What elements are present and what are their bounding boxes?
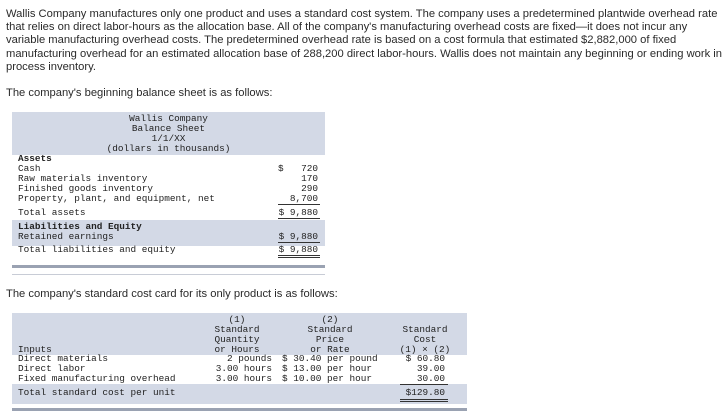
double-rule [278,255,320,256]
asset-value: 8,700 [289,193,318,204]
input-quantity: 2 pounds [226,353,272,364]
col3-header: Standard [402,324,448,335]
double-rule [400,399,448,400]
col2-header: (2) [321,314,339,325]
total-standard-cost-label: Total standard cost per unit [18,387,176,398]
total-assets-value: $ 9,880 [278,207,318,218]
input-label: Direct labor [18,363,86,374]
asset-label: Property, plant, and equipment, net [18,193,215,204]
input-price: $ 30.40 per pound [282,353,378,364]
col2-header: Standard [307,324,353,335]
cost-card-lead: The company's standard cost card for its only product is as follows: [6,288,338,300]
assets-heading: Assets [18,153,52,164]
col3-header: (1) × (2) [399,344,451,355]
input-label: Fixed manufacturing overhead [18,373,176,384]
statement-date: 1/1/XX [151,133,186,144]
input-cost: $ 60.80 [405,353,445,364]
total-assets-label: Total assets [18,207,86,218]
input-quantity: 3.00 hours [215,373,272,384]
input-cost: 30.00 [416,373,445,384]
subtotal-rule [400,384,448,385]
statement-title: Balance Sheet [131,123,206,134]
col3-header: Cost [413,334,437,345]
asset-value: 170 [301,173,318,184]
input-price: $ 13.00 per hour [282,363,373,374]
input-quantity: 3.00 hours [215,363,272,374]
total-liabilities-label: Total liabilities and equity [18,244,176,255]
double-rule [400,401,448,402]
divider [12,274,325,275]
col1-header: Quantity [214,334,260,345]
total-liabilities-value: $ 9,880 [278,244,318,255]
standard-cost-card-table [12,313,467,412]
retained-earnings-label: Retained earnings [18,231,114,242]
col1-header: or Hours [214,344,260,355]
table-bottom-border [12,265,325,268]
asset-value: 290 [301,183,318,194]
double-rule [278,257,320,258]
input-label: Direct materials [18,353,109,364]
subtotal-rule [278,242,320,243]
retained-earnings-value: $ 9,880 [278,231,318,242]
inputs-heading: Inputs [18,344,52,355]
balance-sheet-lead: The company's beginning balance sheet is as follows: [6,87,273,99]
asset-value: 720 [301,163,318,174]
total-standard-cost-value: $129.80 [405,387,445,398]
input-price: $ 10.00 per hour [282,373,373,384]
asset-label: Finished goods inventory [18,183,154,194]
problem-paragraph: Wallis Company manufactures only one product and uses a standard cost system. The company uses a predetermined plantwide overhead rate that relies on direct labor-hours as the allocation base. All of the company's manufacturing overhead costs are fixed—it does not incur any variable manufacturing overhead costs. The predetermined overhead rate is based on a cost formula that estimated $2,882,000 of fixed manufacturing overhead for an estimated allocation base of 288,200 direct labor-hours. Wallis does not maintain any beginning or ending work in process inventory. [6,8,723,73]
company-name: Wallis Company [129,113,208,124]
col1-header: Standard [214,324,260,335]
col1-header: (1) [228,314,246,325]
table-bottom-border [12,408,467,411]
col2-header: Price [315,334,345,345]
asset-label: Raw materials inventory [18,173,148,184]
subtotal-rule [278,204,320,205]
col2-header: or Rate [310,344,350,355]
dollar-sign: $ [278,163,284,174]
liabilities-heading: Liabilities and Equity [18,221,142,232]
total-rule [278,218,320,219]
statement-units: (dollars in thousands) [106,143,231,154]
input-cost: 39.00 [416,363,445,374]
balance-sheet-table [12,112,325,270]
asset-label: Cash [18,163,41,174]
